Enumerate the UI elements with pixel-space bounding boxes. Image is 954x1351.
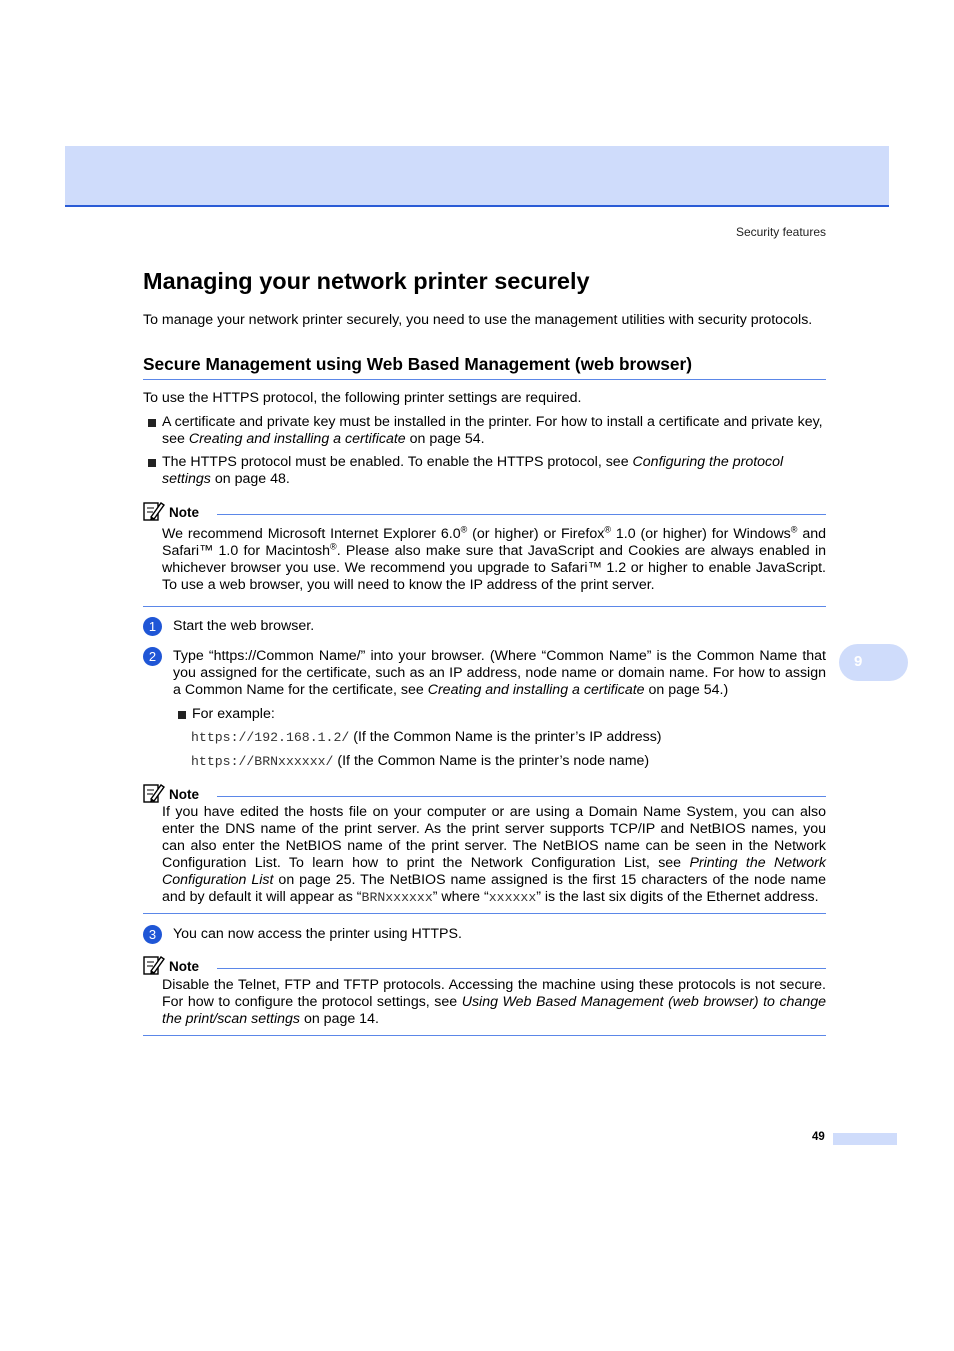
- step-text: Start the web browser.: [173, 618, 315, 634]
- running-head: Security features: [735, 225, 826, 239]
- page-number-bar: [833, 1133, 897, 1145]
- note-body-browsers: [162, 526, 826, 594]
- page-title: Managing your network printer securely: [143, 268, 590, 294]
- chapter-tab-number: 9: [854, 653, 863, 670]
- note-code: xxxxxx: [488, 890, 537, 905]
- bullet-text: The HTTPS protocol must be enabled. To enable the HTTPS protocol, see: [162, 454, 633, 470]
- step-number-badge: 3: [143, 925, 162, 944]
- bullet-square-icon: [148, 419, 156, 427]
- cross-reference-link[interactable]: Creating and installing a certificate: [188, 431, 406, 447]
- step-text-main: Type “https://Common Name/” into your browser. (Where “Common Name” is the Common Name that you assigned for the certificate, such as an IP address, node name or domain name. For how to assign a Common Name for the certificate, see: [173, 648, 826, 698]
- step-1: [143, 617, 826, 637]
- note-pencil-icon: [143, 954, 165, 976]
- note-body-telnet: [162, 977, 826, 1028]
- step-number-badge: 1: [143, 617, 162, 636]
- header-band: [65, 146, 889, 207]
- note-end-rule: [143, 913, 826, 914]
- note-text: on page 14.: [300, 1011, 379, 1027]
- step-number-badge: 2: [143, 647, 162, 666]
- step-text: [173, 648, 826, 699]
- example-label: For example:: [192, 706, 275, 722]
- note-label: Note: [169, 505, 199, 520]
- bullet-text: A certificate and private key must be installed in the printer. For how to install a certificate and private key, see: [162, 414, 823, 447]
- note-rule: [217, 796, 826, 797]
- note-text: on page 25. The NetBIOS name assigned is the first 15 characters of the node name and by default it will appear as “: [162, 872, 826, 905]
- section-lead: To use the HTTPS protocol, the following printer settings are required.: [143, 390, 582, 406]
- note-pencil-icon: [143, 782, 165, 804]
- bullet-tail: on page 54.: [405, 431, 485, 447]
- example-ip: [191, 729, 662, 746]
- example-bullet: [178, 706, 578, 723]
- bullet-square-icon: [178, 711, 186, 719]
- example-url-ip: https://192.168.1.2/: [191, 730, 350, 745]
- step-3: [143, 925, 826, 945]
- intro-paragraph: To manage your network printer securely, you need to use the management utilities with security protocols.: [143, 312, 813, 328]
- example-desc: (If the Common Name is the printer’s node name): [333, 753, 650, 769]
- note-label: Note: [169, 787, 199, 802]
- example-desc: (If the Common Name is the printer’s IP address): [349, 729, 662, 745]
- note-text: ” is the last six digits of the Ethernet address.: [536, 889, 819, 905]
- step-text: You can now access the printer using HTTPS.: [173, 926, 462, 942]
- note-text: ” where “: [432, 889, 489, 905]
- section-heading: Secure Management using Web Based Management (web browser): [143, 354, 826, 380]
- note-end-rule: [143, 606, 826, 607]
- registered-mark: ®: [790, 524, 798, 535]
- chapter-tab: [839, 644, 908, 681]
- registered-mark: ®: [604, 524, 611, 535]
- note-label: Note: [169, 959, 199, 974]
- cross-reference-link[interactable]: Using Web Based Management (web browser) to change the print/scan settings: [162, 994, 826, 1027]
- note-rule: [217, 968, 826, 969]
- note-text: Disable the Telnet, FTP and TFTP protocols. Accessing the machine using these protocols is not secure. For how to configure the protocol settings, see: [162, 977, 826, 1010]
- bullet-item-certificate: [148, 414, 828, 448]
- cross-reference-link[interactable]: Creating and installing a certificate: [427, 682, 645, 698]
- page-number: 49: [812, 1131, 825, 1143]
- registered-mark: ®: [330, 541, 337, 552]
- note-text: If you have edited the hosts file on your computer or are using a Domain Name System, you can also enter the DNS name of the print server. As the print server supports TCP/IP and NetBIOS names, you can also enter the NetBIOS name of the print server. The NetBIOS name can be seen in the Network Configuration List. To learn how to print the Network Configuration List, see: [162, 804, 826, 871]
- note-text: We recommend Microsoft Internet Explorer 6.0: [162, 526, 461, 542]
- bullet-square-icon: [148, 459, 156, 467]
- cross-reference-link[interactable]: Configuring the protocol settings: [162, 454, 784, 487]
- note-text: and Safari™ 1.0 for Macintosh: [162, 526, 826, 559]
- example-node: [191, 753, 649, 770]
- bullet-item-https: [148, 454, 828, 488]
- registered-mark: ®: [460, 524, 468, 535]
- cross-reference-link[interactable]: Printing the Network Configuration List: [162, 855, 827, 888]
- note-code: BRNxxxxxx: [361, 890, 433, 905]
- note-pencil-icon: [143, 500, 165, 522]
- step-2: [143, 647, 826, 707]
- example-url-node: https://BRNxxxxxx/: [191, 754, 334, 769]
- note-body-dns: [162, 804, 826, 906]
- note-header: [143, 957, 826, 979]
- bullet-tail: on page 48.: [210, 471, 290, 487]
- note-header: [143, 503, 826, 525]
- note-rule: [217, 514, 826, 515]
- note-text: (or higher) or Firefox: [467, 526, 605, 542]
- note-text: 1.0 (or higher) for Windows: [610, 526, 791, 542]
- note-text: . Please also make sure that JavaScript and Cookies are always enabled in whichever browser you use. We recommend you upgrade to Safari™ 1.2 or higher to enable JavaScript. To use a web browser, you will need to know the IP address of the print server.: [162, 543, 826, 593]
- step-text-tail: on page 54.): [644, 682, 729, 698]
- note-end-rule: [143, 1035, 826, 1036]
